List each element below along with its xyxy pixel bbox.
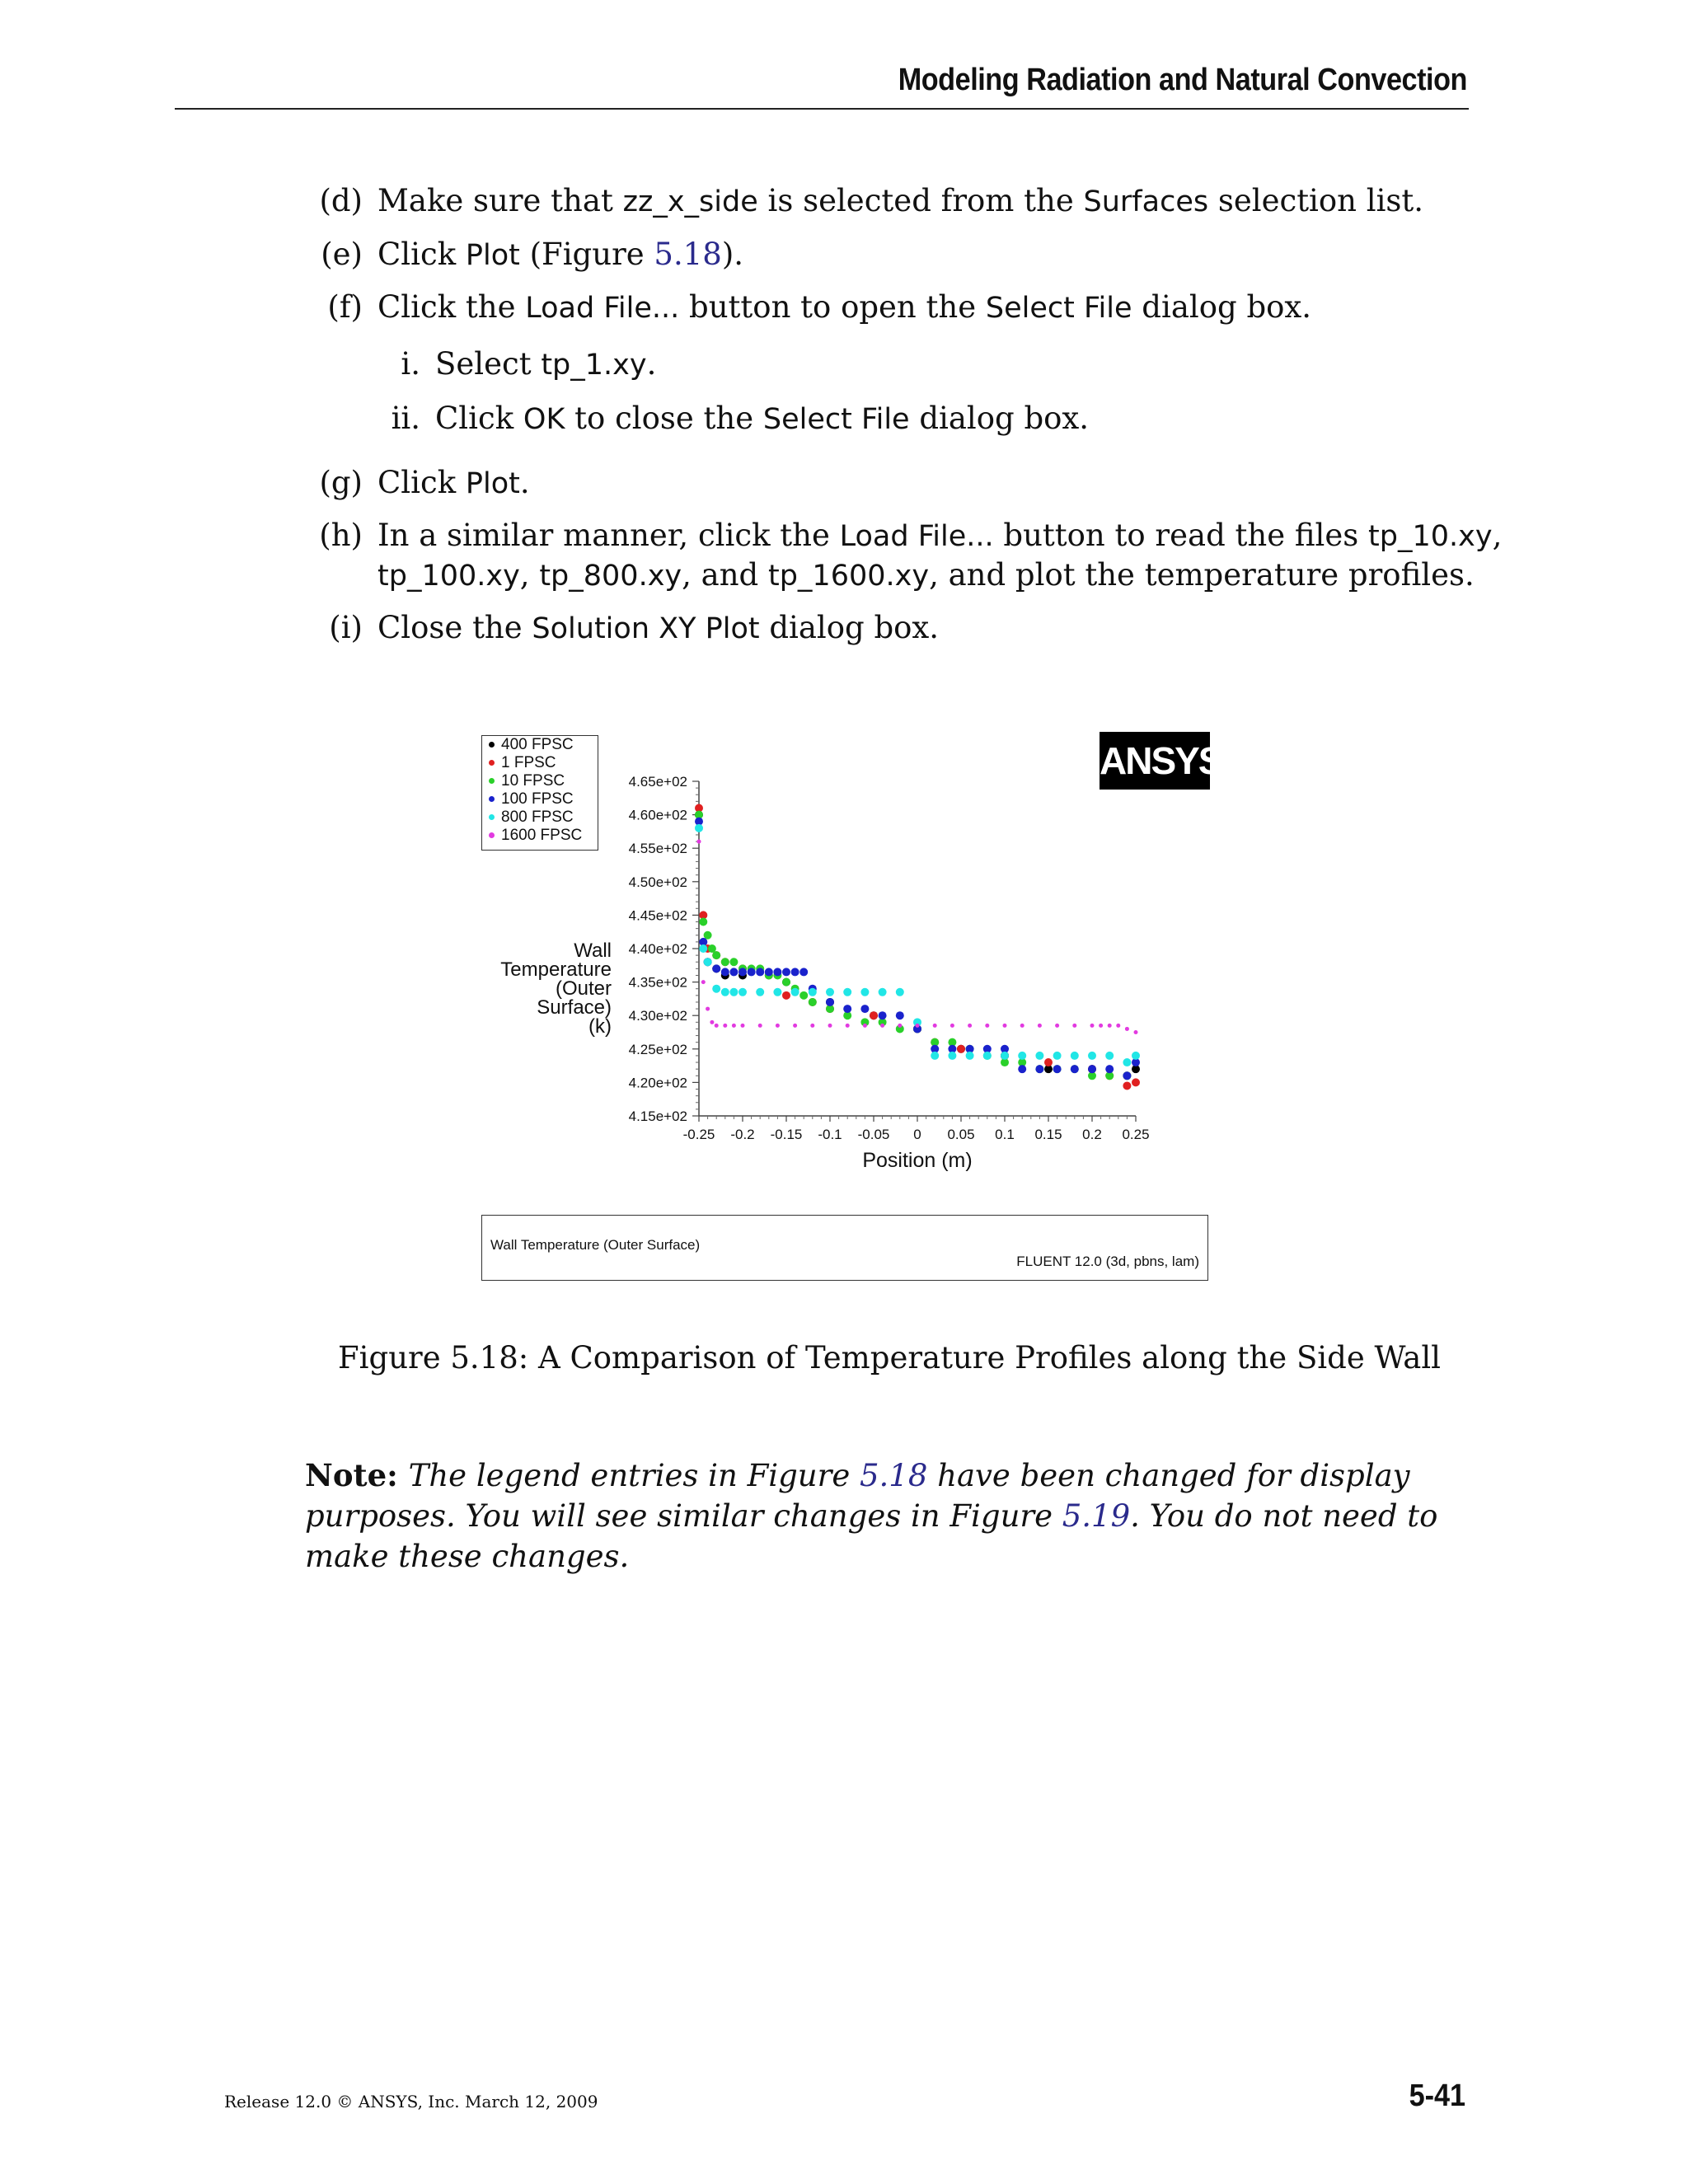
body-text: Click — [377, 237, 466, 272]
data-point — [782, 978, 790, 987]
data-point — [860, 988, 869, 996]
step-continuation — [377, 555, 1475, 596]
data-point — [773, 988, 781, 996]
step — [313, 235, 743, 275]
note-label: Note: — [305, 1457, 409, 1493]
y-tick-label: 4.50e+02 — [628, 874, 687, 890]
body-text: dialog box. — [759, 610, 940, 645]
data-point — [870, 1011, 878, 1019]
scatter-chart — [478, 725, 1212, 1220]
x-axis-label: Position (m) — [862, 1149, 973, 1172]
body-text: Select — [435, 346, 542, 382]
data-point — [879, 988, 887, 996]
figure-caption: Figure 5.18: A Comparison of Temperature Profiles along the Side Wall — [338, 1340, 1442, 1376]
ui-term: Solution XY Plot — [532, 612, 760, 645]
data-point — [1003, 1024, 1007, 1028]
data-point — [966, 1052, 974, 1060]
substep — [371, 344, 656, 385]
step — [313, 516, 1502, 556]
data-point — [916, 1024, 920, 1028]
data-point — [950, 1024, 954, 1028]
ui-term: OK — [523, 403, 565, 436]
footer-release: Release 12.0 © ANSYS, Inc. March 12, 2009 — [224, 2092, 598, 2111]
body-text: Click — [435, 401, 523, 436]
data-point — [723, 1024, 727, 1028]
step-label: (h) — [319, 518, 363, 553]
data-point — [1123, 1071, 1131, 1080]
data-point — [729, 988, 738, 996]
data-point — [843, 988, 851, 996]
x-tick-label: 0.2 — [1082, 1127, 1102, 1142]
body-text: Make sure that — [377, 183, 623, 218]
ui-term: Select File — [762, 403, 910, 436]
body-text: . — [646, 346, 657, 382]
x-tick-label: 0 — [913, 1127, 921, 1142]
substep — [371, 399, 1089, 439]
data-point — [1071, 1052, 1079, 1060]
data-point — [948, 1052, 956, 1060]
data-point — [879, 1011, 887, 1019]
data-point — [1018, 1065, 1026, 1073]
x-tick-label: -0.2 — [730, 1127, 755, 1142]
data-point — [1035, 1052, 1043, 1060]
y-tick-label: 4.55e+02 — [628, 841, 687, 857]
data-point — [799, 968, 808, 976]
figure-temperature-profiles — [478, 725, 1222, 1286]
step — [313, 608, 939, 649]
data-point — [1018, 1052, 1026, 1060]
y-axis-label-line: (k) — [588, 1015, 612, 1038]
data-point — [1072, 1024, 1076, 1028]
note-paragraph — [305, 1455, 1469, 1577]
data-point — [1099, 1024, 1103, 1028]
data-point — [809, 998, 817, 1006]
ui-term: Surfaces — [1083, 185, 1209, 218]
x-tick-label: -0.25 — [682, 1127, 715, 1142]
data-point — [860, 1005, 869, 1013]
ui-term: Select File — [985, 292, 1132, 325]
data-point — [1038, 1024, 1042, 1028]
data-point — [712, 951, 720, 959]
data-point — [1132, 1078, 1140, 1086]
body-text: button to read the files — [993, 518, 1369, 553]
data-point — [810, 1024, 814, 1028]
data-point — [1035, 1065, 1043, 1073]
data-point — [697, 840, 701, 844]
data-point — [1105, 1065, 1114, 1073]
x-tick-label: 0.25 — [1122, 1127, 1150, 1142]
step — [313, 463, 530, 504]
data-point — [1108, 1024, 1112, 1028]
y-tick-label: 4.40e+02 — [628, 941, 687, 957]
data-point — [741, 1024, 745, 1028]
step-label: (f) — [327, 289, 363, 325]
y-tick-label: 4.45e+02 — [628, 907, 687, 924]
body-text: , and — [682, 557, 768, 593]
body-text: . You do not need to make these changes. — [305, 1498, 1438, 1574]
step-label: ii. — [391, 401, 420, 436]
data-point — [699, 918, 707, 926]
ui-term: Load File... — [525, 292, 680, 325]
figure-link[interactable]: 5.19 — [1062, 1498, 1131, 1534]
data-point — [826, 988, 834, 996]
plot-info-title: Wall Temperature (Outer Surface) — [490, 1237, 701, 1253]
y-tick-label: 4.30e+02 — [628, 1008, 687, 1024]
body-text: Click the — [377, 289, 526, 325]
y-axis-label-line: (Outer — [555, 977, 612, 1000]
data-point — [721, 988, 729, 996]
data-point — [809, 988, 817, 996]
body-text: dialog box. — [909, 401, 1090, 436]
data-point — [782, 991, 790, 1000]
data-point — [1123, 1058, 1131, 1066]
data-point — [1053, 1052, 1062, 1060]
data-point — [957, 1045, 965, 1053]
data-point — [1044, 1058, 1053, 1066]
y-tick-label: 4.20e+02 — [628, 1075, 687, 1091]
body-text: ). — [721, 237, 744, 272]
plot-info-box — [481, 1215, 1208, 1281]
data-point — [701, 980, 706, 984]
body-text: . — [519, 465, 530, 500]
legend-label: 10 FPSC — [501, 772, 565, 790]
data-point — [1132, 1052, 1140, 1060]
data-point — [729, 968, 738, 976]
body-text: is selected from the — [757, 183, 1084, 218]
data-point — [1090, 1024, 1095, 1028]
data-point — [828, 1024, 832, 1028]
data-point — [1053, 1065, 1062, 1073]
logo-text: ANSYS — [1100, 739, 1222, 782]
data-point — [896, 988, 904, 996]
step-label: (e) — [321, 237, 363, 272]
y-tick-label: 4.65e+02 — [628, 774, 687, 790]
data-point — [758, 1024, 762, 1028]
ui-term: tp_10.xy — [1368, 520, 1493, 553]
data-point — [826, 998, 834, 1006]
data-point — [721, 968, 729, 976]
step-label: (g) — [319, 465, 363, 500]
data-point — [1088, 1065, 1096, 1073]
data-point — [773, 968, 781, 976]
data-point — [843, 1005, 851, 1013]
data-point — [791, 988, 799, 996]
data-point — [793, 1024, 797, 1028]
ui-term: Plot — [465, 239, 520, 272]
legend-label: 100 FPSC — [501, 790, 574, 808]
data-point — [721, 958, 729, 966]
ui-term: tp_100.xy — [377, 560, 520, 593]
y-tick-label: 4.35e+02 — [628, 974, 687, 991]
body-text: The legend entries in Figure — [408, 1458, 860, 1493]
data-point — [712, 985, 720, 993]
data-point — [738, 968, 747, 976]
data-point — [699, 944, 707, 953]
y-tick-label: 4.15e+02 — [628, 1108, 687, 1124]
data-point — [782, 968, 790, 976]
plot-info-solver: FLUENT 12.0 (3d, pbns, lam) — [1016, 1254, 1199, 1269]
x-tick-label: -0.05 — [857, 1127, 890, 1142]
figure-link[interactable]: 5.18 — [654, 237, 722, 272]
data-point — [1134, 1030, 1138, 1034]
data-point — [880, 1024, 884, 1028]
data-point — [712, 964, 720, 972]
y-axis-label-line: Surface) — [537, 996, 612, 1019]
y-tick-label: 4.25e+02 — [628, 1041, 687, 1057]
body-text: dialog box. — [1132, 289, 1312, 325]
data-point — [791, 968, 799, 976]
data-point — [1088, 1052, 1096, 1060]
data-point — [983, 1052, 992, 1060]
data-point — [738, 988, 747, 996]
ui-term: tp_1600.xy — [767, 560, 930, 593]
y-tick-label: 4.60e+02 — [628, 807, 687, 823]
body-text: In a similar manner, click the — [377, 518, 840, 553]
data-point — [896, 1011, 904, 1019]
data-point — [748, 968, 756, 976]
body-text: to close the — [565, 401, 763, 436]
data-point — [1105, 1052, 1114, 1060]
body-text: selection list. — [1208, 183, 1424, 218]
data-point — [863, 1024, 867, 1028]
ui-term: tp_1.xy — [541, 349, 647, 382]
step-label: (d) — [319, 183, 363, 218]
body-text: , and plot the temperature profiles. — [929, 557, 1475, 593]
ui-term: Plot — [465, 467, 520, 500]
ui-term: zz_x_side — [622, 185, 758, 218]
data-point — [756, 988, 764, 996]
x-tick-label: -0.1 — [818, 1127, 842, 1142]
step — [313, 181, 1423, 222]
data-point — [968, 1024, 972, 1028]
data-point — [1116, 1024, 1120, 1028]
figure-link[interactable]: 5.18 — [859, 1458, 928, 1493]
data-point — [1055, 1024, 1059, 1028]
data-point — [898, 1024, 902, 1028]
data-point — [732, 1024, 736, 1028]
body-text: (Figure — [519, 237, 654, 272]
data-point — [931, 1052, 939, 1060]
data-point — [1071, 1065, 1079, 1073]
data-point — [756, 968, 764, 976]
data-point — [776, 1024, 780, 1028]
running-header: Modeling Radiation and Natural Convection — [898, 63, 1467, 97]
data-point — [710, 1020, 714, 1024]
y-axis-label-line: Wall — [574, 940, 612, 962]
body-text: Close the — [377, 610, 532, 645]
ui-term: tp_800.xy — [539, 560, 682, 593]
legend-label: 1600 FPSC — [501, 827, 583, 844]
data-point — [695, 824, 703, 832]
x-tick-label: 0.15 — [1034, 1127, 1062, 1142]
data-point — [729, 958, 738, 966]
note-text — [305, 1458, 1437, 1574]
legend-label: 1 FPSC — [501, 754, 556, 771]
data-point — [706, 1007, 710, 1011]
data-point — [799, 991, 808, 1000]
data-point — [1001, 1052, 1009, 1060]
x-tick-label: 0.05 — [947, 1127, 975, 1142]
body-text: button to open the — [679, 289, 986, 325]
data-point — [1125, 1027, 1129, 1031]
data-point — [715, 1024, 719, 1028]
y-axis-label-line: Temperature — [500, 958, 612, 981]
data-point — [1123, 1081, 1131, 1090]
legend-label: 400 FPSC — [501, 736, 574, 753]
data-point — [933, 1024, 937, 1028]
header-rule — [175, 108, 1469, 110]
data-point — [985, 1024, 989, 1028]
ui-term: Load File... — [839, 520, 994, 553]
data-point — [846, 1024, 850, 1028]
body-text: , — [1492, 518, 1503, 553]
step-label: (i) — [329, 610, 363, 645]
data-point — [1020, 1024, 1025, 1028]
step-label: i. — [401, 346, 420, 382]
step — [313, 288, 1311, 328]
x-tick-label: 0.1 — [995, 1127, 1015, 1142]
data-point — [704, 958, 712, 966]
body-text: have been changed for display purposes. You will see similar changes in Figure — [305, 1458, 1410, 1534]
x-tick-label: -0.15 — [770, 1127, 803, 1142]
body-text: Click — [377, 465, 466, 500]
data-point — [765, 968, 773, 976]
legend-label: 800 FPSC — [501, 808, 574, 826]
page-number: 5-41 — [1409, 2079, 1465, 2113]
body-text: , — [519, 557, 540, 593]
